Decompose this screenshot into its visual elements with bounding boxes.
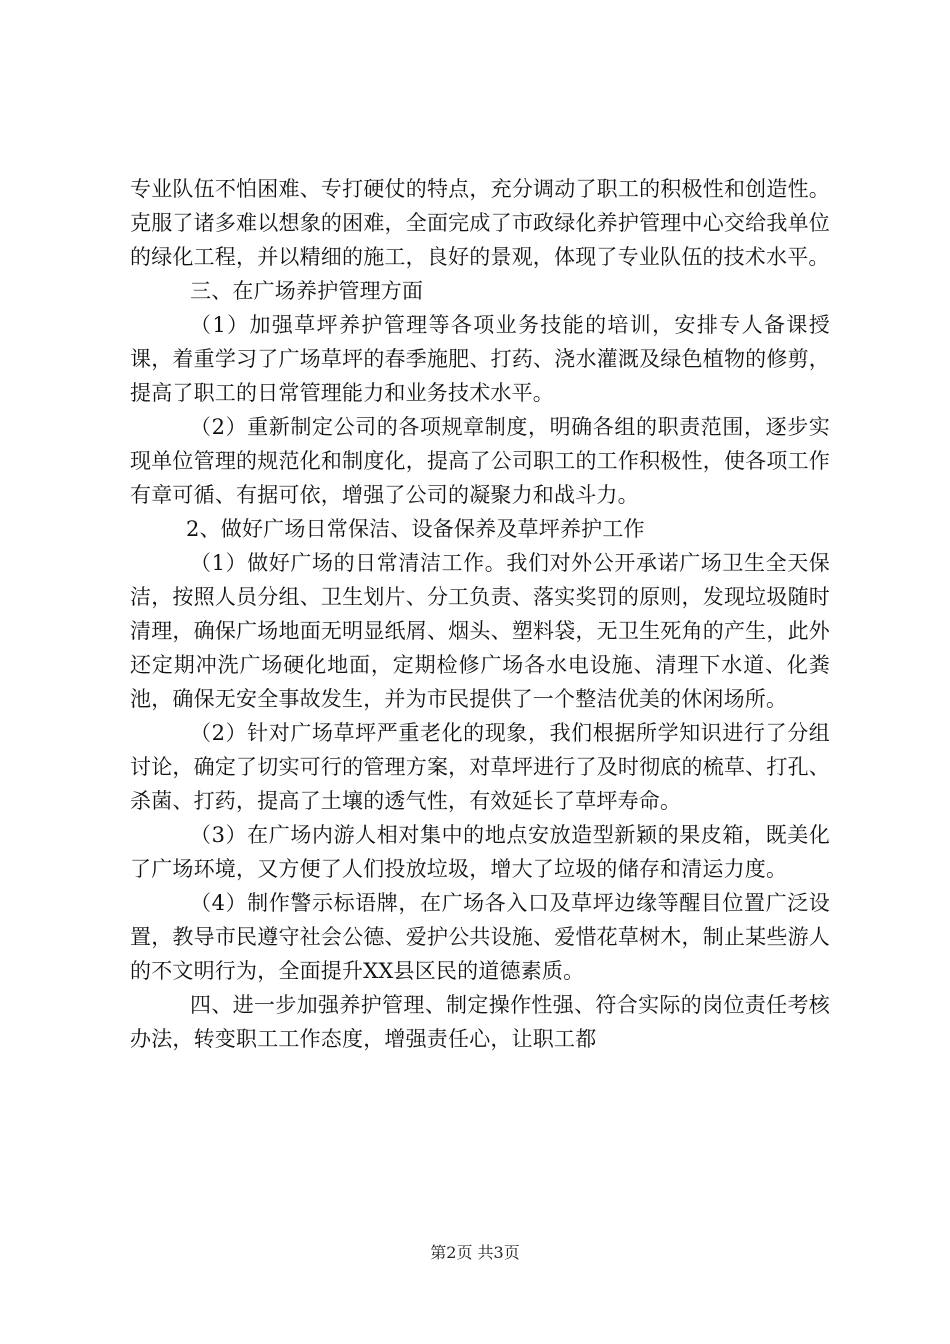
section-heading-3: 三、在广场养护管理方面: [190, 279, 424, 303]
paragraph-bins: （3）在广场内游人相对集中的地点安放造型新颖的果皮箱，既美化了广场环境，又方便了人们投放垃圾，增大了垃圾的储存和清运力度。: [130, 823, 830, 881]
paragraph-item-1: （1）加强草坪养护管理等各项业务技能的培训，安排专人备课授课，着重学习了广场草坪的春季施肥、打药、浇水灌溉及绿色植物的修剪，提高了职工的日常管理能力和业务技术水平。: [130, 313, 830, 405]
paragraph-continuation: 专业队伍不怕困难、专打硬仗的特点，充分调动了职工的积极性和创造性。克服了诸多难以想象的困难，全面完成了市政绿化养护管理中心交给我单位的绿化工程，并以精细的施工，良好的景观，体现了专业队伍的技术水平。: [130, 177, 830, 269]
paragraph-signs: （4）制作警示标语牌，在广场各入口及草坪边缘等醒目位置广泛设置，教导市民遵守社会公德、爱护公共设施、爱惜花草树木，制止某些游人的不文明行为，全面提升XX县区民的道德素质。: [130, 891, 830, 983]
subsection-heading-2: 2、做好广场日常保洁、设备保养及草坪养护工作: [186, 517, 645, 541]
page-footer: 第2页 共3页: [430, 1243, 520, 1262]
document-body: [130, 172, 830, 1056]
section-heading-4: 四、进一步加强养护管理、制定操作性强、符合实际的岗位责任考核办法，转变职工工作态度，增强责任心，让职工都: [130, 993, 830, 1051]
paragraph-cleaning: （1）做好广场的日常清洁工作。我们对外公开承诺广场卫生全天保洁，按照人员分组、卫生划片、分工负责、落实奖罚的原则，发现垃圾随时清理，确保广场地面无明显纸屑、烟头、塑料袋，无卫生死角的产生，此外还定期冲洗广场硬化地面，定期检修广场各水电设施、清理下水道、化粪池，确保无安全事故发生，并为市民提供了一个整洁优美的休闲场所。: [130, 551, 830, 711]
paragraph-lawn: （2）针对广场草坪严重老化的现象，我们根据所学知识进行了分组讨论，确定了切实可行的管理方案，对草坪进行了及时彻底的梳草、打孔、杀菌、打药，提高了土壤的透气性，有效延长了草坪寿命。: [130, 721, 830, 813]
paragraph-item-2: （2）重新制定公司的各项规章制度，明确各组的职责范围，逐步实现单位管理的规范化和制度化，提高了公司职工的工作积极性，使各项工作有章可循、有据可依，增强了公司的凝聚力和战斗力。: [130, 415, 830, 507]
